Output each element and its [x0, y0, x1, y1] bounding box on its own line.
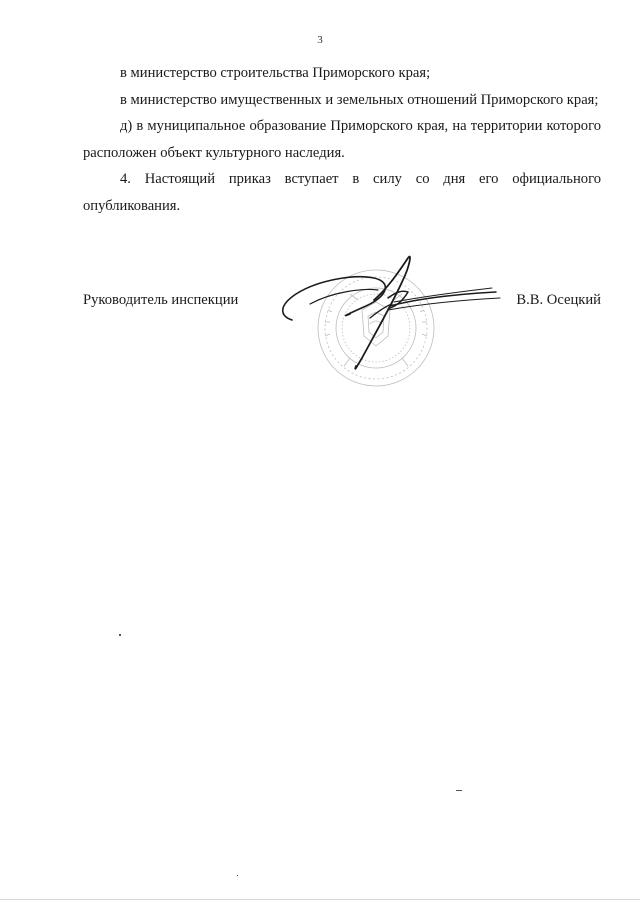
paragraph-municipality: д) в муниципальное образование Приморского края, на территории которого расположен объект культурного наследия.	[83, 118, 601, 161]
paragraph-construction-ministry: в министерство строительства Приморского края;	[120, 65, 431, 81]
official-stamp-and-signature	[270, 248, 510, 398]
signatory-name: В.В. Осецкий	[516, 292, 601, 308]
scan-speck	[237, 875, 238, 876]
page-number: 3	[317, 34, 323, 46]
signatory-title: Руководитель инспекции	[83, 292, 239, 308]
signature-icon	[283, 257, 500, 369]
scan-speck	[119, 634, 121, 636]
official-seal-icon	[318, 270, 434, 386]
paragraph-property-ministry: в министерство имущественных и земельных отношений Приморского края;	[120, 91, 599, 108]
scan-speck	[456, 790, 462, 791]
paragraph-effective-date: 4. Настоящий приказ вступает в силу со дня его официального опубликования.	[83, 171, 601, 214]
page-bottom-edge	[0, 899, 640, 900]
document-body	[83, 60, 601, 219]
